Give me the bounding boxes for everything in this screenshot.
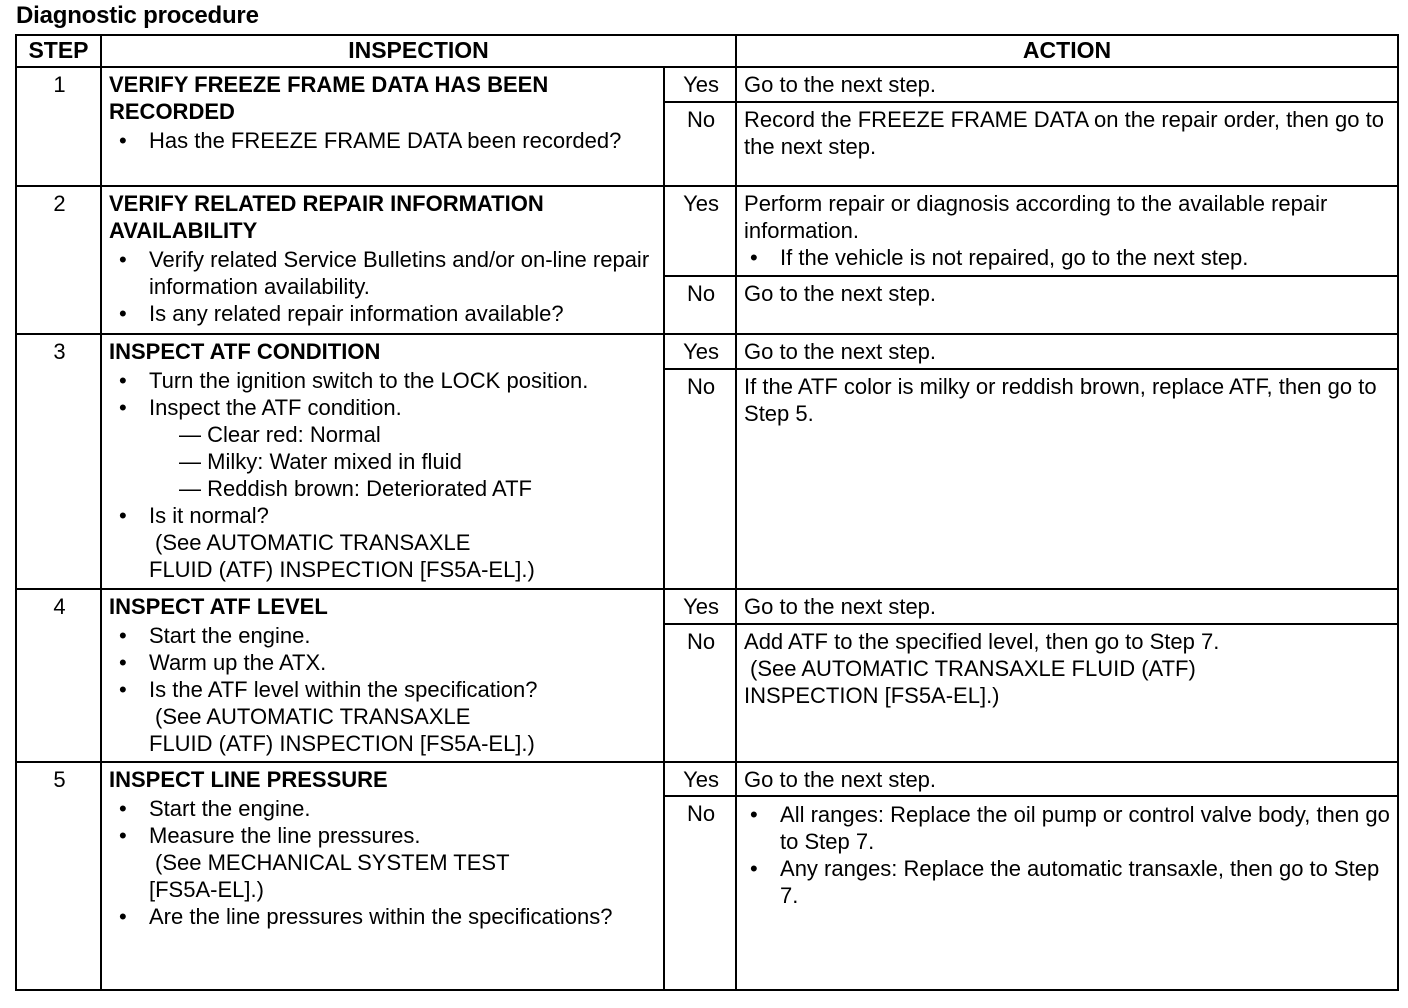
yes-label: Yes — [664, 762, 736, 796]
diagnostic-table — [15, 34, 1399, 991]
no-action-cell — [736, 796, 1398, 990]
no-label: No — [664, 102, 736, 186]
inspection-bullet: • Verify related Service Bulletins and/or on-line repair information availability. — [149, 246, 658, 300]
condition-line: — Clear red: Normal — [179, 422, 381, 447]
step-heading: VERIFY RELATED REPAIR INFORMATION AVAILABILITY — [109, 191, 544, 243]
no-label: No — [664, 369, 736, 589]
step-number: 4 — [16, 589, 101, 762]
action-header: ACTION — [736, 35, 1398, 67]
step-number: 2 — [16, 186, 101, 334]
no-action: If the ATF color is milky or reddish brown, replace ATF, then go to Step 5. — [736, 369, 1398, 589]
reference-line: (See AUTOMATIC TRANSAXLE — [155, 704, 471, 729]
yes-action: Go to the next step. — [736, 589, 1398, 624]
no-label: No — [664, 624, 736, 762]
inspection-bullet: • Start the engine. — [149, 622, 658, 649]
step-number: 3 — [16, 334, 101, 589]
action-bullet: • Any ranges: Replace the automatic transaxle, then go to Step 7. — [780, 855, 1392, 909]
inspection-bullet — [149, 394, 658, 502]
no-label: No — [664, 276, 736, 334]
step-heading: INSPECT ATF LEVEL — [109, 594, 328, 619]
inspection-cell — [101, 334, 664, 589]
yes-action-cell — [736, 186, 1398, 276]
reference-line: INSPECTION [FS5A-EL].) — [744, 683, 1000, 708]
reference-line: (See AUTOMATIC TRANSAXLE FLUID (ATF) — [750, 656, 1196, 681]
inspection-bullet-text: Inspect the ATF condition. — [149, 395, 402, 420]
inspection-bullet — [149, 676, 658, 757]
condition-line: — Reddish brown: Deteriorated ATF — [179, 476, 532, 501]
condition-line: — Milky: Water mixed in fluid — [179, 449, 462, 474]
reference-line: (See AUTOMATIC TRANSAXLE — [155, 530, 471, 555]
no-action: Add ATF to the specified level, then go to Step 7. — [744, 629, 1220, 654]
reference-line: [FS5A-EL].) — [149, 877, 264, 902]
inspection-cell — [101, 589, 664, 762]
inspection-bullet-text: Is the ATF level within the specification? — [149, 677, 538, 702]
inspection-cell — [101, 762, 664, 990]
no-action: Record the FREEZE FRAME DATA on the repair order, then go to the next step. — [736, 102, 1398, 186]
yes-action: Perform repair or diagnosis according to the available repair information. — [744, 191, 1328, 243]
page-title: Diagnostic procedure — [16, 2, 259, 29]
inspection-bullet: • Warm up the ATX. — [149, 649, 658, 676]
reference-line: (See MECHANICAL SYSTEM TEST — [155, 850, 510, 875]
inspection-bullet: • Start the engine. — [149, 795, 658, 822]
yes-label: Yes — [664, 334, 736, 369]
yes-action: Go to the next step. — [736, 762, 1398, 796]
inspection-cell — [101, 67, 664, 186]
yes-action: Go to the next step. — [736, 67, 1398, 102]
step-heading: VERIFY FREEZE FRAME DATA HAS BEEN RECORDED — [109, 72, 549, 124]
yes-label: Yes — [664, 589, 736, 624]
table-row — [16, 67, 1398, 102]
inspection-bullet: • Has the FREEZE FRAME DATA been recorded? — [149, 127, 658, 154]
inspection-bullet: • Is any related repair information available? — [149, 300, 658, 327]
inspection-bullet — [149, 502, 658, 583]
table-row — [16, 186, 1398, 276]
no-action: Go to the next step. — [736, 276, 1398, 334]
action-bullet: • All ranges: Replace the oil pump or control valve body, then go to Step 7. — [780, 801, 1392, 855]
action-bullet: • If the vehicle is not repaired, go to the next step. — [780, 244, 1392, 271]
no-action-cell — [736, 624, 1398, 762]
yes-action: Go to the next step. — [736, 334, 1398, 369]
inspection-bullet — [149, 822, 658, 903]
step-number: 1 — [16, 67, 101, 186]
inspection-header: INSPECTION — [101, 35, 736, 67]
header-row — [16, 35, 1398, 67]
table-row — [16, 589, 1398, 624]
step-heading: INSPECT LINE PRESSURE — [109, 767, 388, 792]
inspection-bullet: • Turn the ignition switch to the LOCK position. — [149, 367, 658, 394]
table-row — [16, 334, 1398, 369]
yes-label: Yes — [664, 186, 736, 276]
inspection-bullet-text: Is it normal? — [149, 503, 269, 528]
reference-line: FLUID (ATF) INSPECTION [FS5A-EL].) — [149, 731, 535, 756]
table-row — [16, 762, 1398, 796]
step-number: 5 — [16, 762, 101, 990]
step-heading: INSPECT ATF CONDITION — [109, 339, 381, 364]
reference-line: FLUID (ATF) INSPECTION [FS5A-EL].) — [149, 557, 535, 582]
inspection-bullet-text: Measure the line pressures. — [149, 823, 421, 848]
inspection-bullet: • Are the line pressures within the specifications? — [149, 903, 658, 930]
yes-label: Yes — [664, 67, 736, 102]
step-header: STEP — [16, 35, 101, 67]
inspection-cell — [101, 186, 664, 334]
no-label: No — [664, 796, 736, 990]
